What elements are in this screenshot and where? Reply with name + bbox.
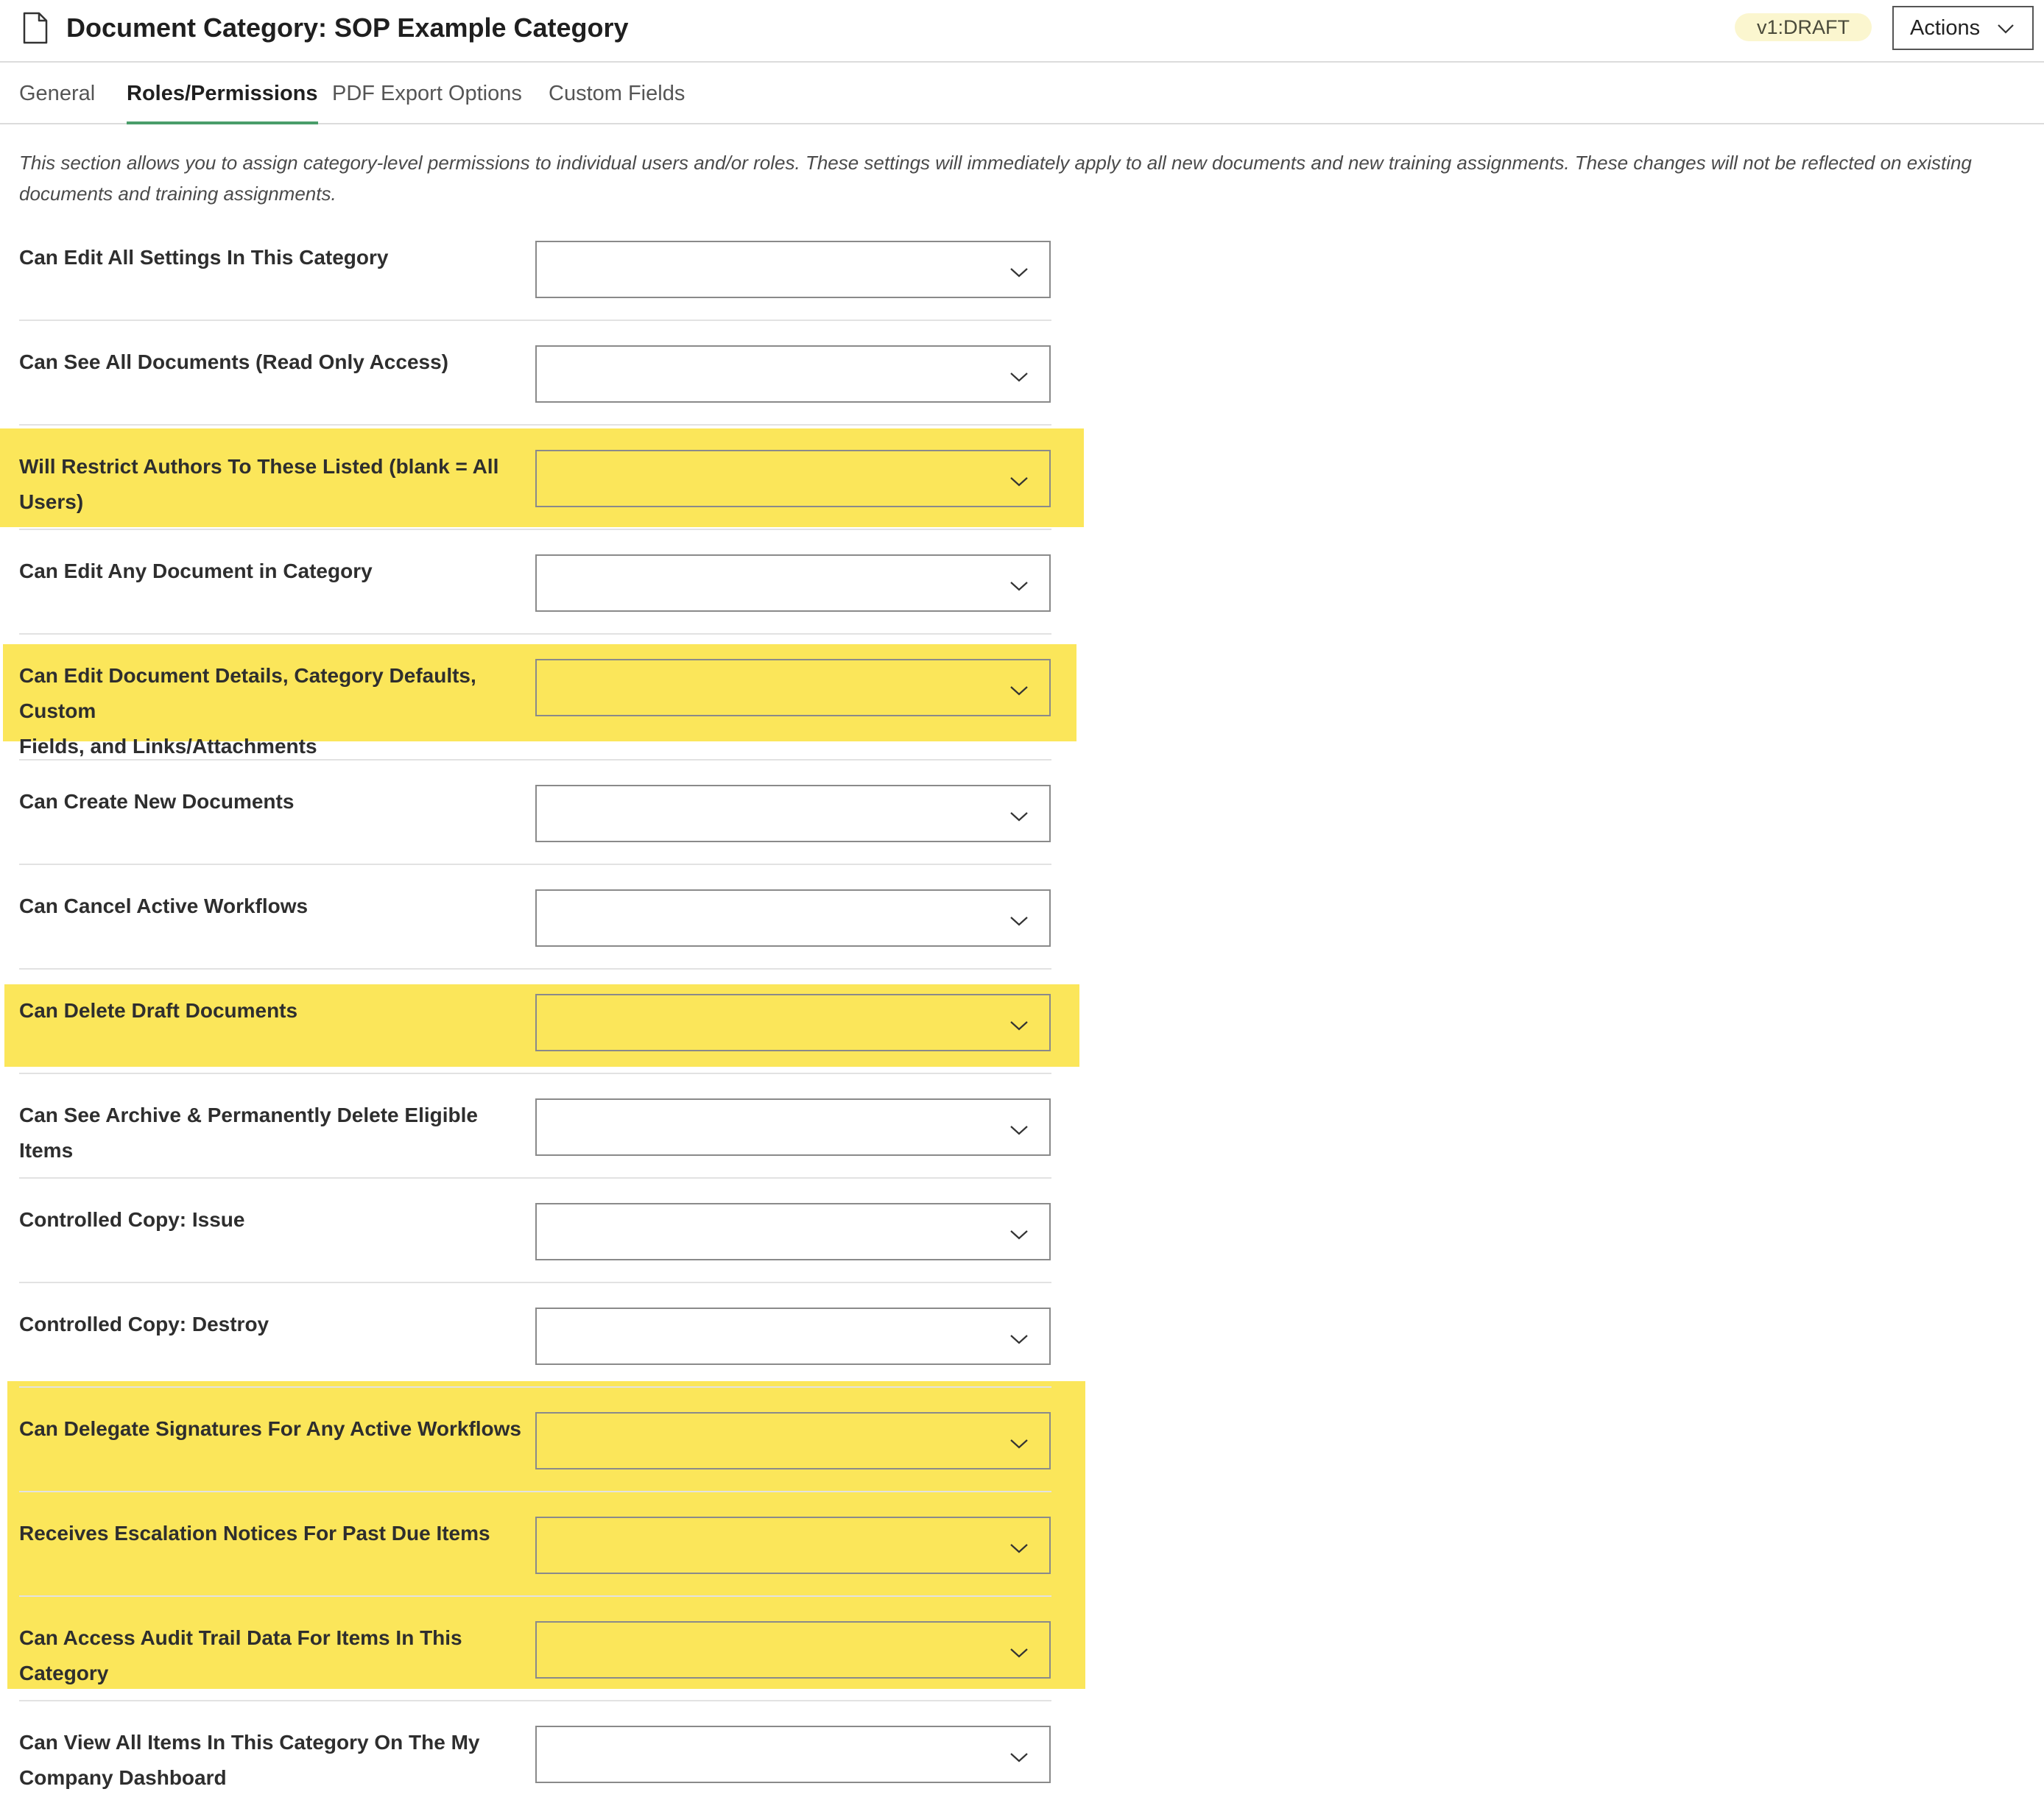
permission-label-see-all-documents: Can See All Documents (Read Only Access) bbox=[19, 350, 448, 373]
row-divider bbox=[19, 1386, 1051, 1388]
permission-label-line: Can View All Items In This Category On The My bbox=[19, 1731, 480, 1754]
permission-label-escalation-notices: Receives Escalation Notices For Past Due Items bbox=[19, 1522, 490, 1545]
chevron-down-icon bbox=[1009, 1543, 1029, 1553]
select-edit-any-document[interactable] bbox=[535, 554, 1051, 612]
select-view-on-dashboard[interactable] bbox=[535, 1726, 1051, 1783]
chevron-down-icon bbox=[1009, 581, 1029, 591]
select-controlled-copy-issue[interactable] bbox=[535, 1203, 1051, 1260]
row-divider bbox=[19, 1595, 1051, 1597]
chevron-down-icon bbox=[1009, 1439, 1029, 1449]
document-icon bbox=[22, 12, 49, 44]
chevron-down-icon bbox=[1009, 1229, 1029, 1240]
permission-label-edit-all-settings: Can Edit All Settings In This Category bbox=[19, 246, 389, 269]
select-create-documents[interactable] bbox=[535, 785, 1051, 842]
permission-label-delete-draft: Can Delete Draft Documents bbox=[19, 999, 298, 1022]
page-title: Document Category: SOP Example Category bbox=[66, 13, 629, 43]
chevron-down-icon bbox=[1009, 372, 1029, 382]
tab-roles-permissions[interactable]: Roles/Permissions bbox=[127, 79, 318, 124]
actions-dropdown-button[interactable] bbox=[1892, 6, 2034, 50]
row-divider bbox=[19, 633, 1051, 635]
tab-pdf-export-options[interactable]: PDF Export Options bbox=[332, 82, 522, 105]
row-divider bbox=[19, 529, 1051, 530]
row-divider bbox=[19, 1073, 1051, 1074]
select-restrict-authors[interactable] bbox=[535, 450, 1051, 507]
select-audit-trail[interactable] bbox=[535, 1621, 1051, 1679]
chevron-down-icon bbox=[1009, 685, 1029, 696]
permission-label-controlled-copy-issue: Controlled Copy: Issue bbox=[19, 1208, 245, 1231]
permission-label-cancel-workflows: Can Cancel Active Workflows bbox=[19, 895, 309, 917]
permission-label-line: Fields, and Links/Attachments bbox=[19, 735, 317, 758]
permission-label-line: Company Dashboard bbox=[19, 1766, 227, 1789]
version-status-badge: v1:DRAFT bbox=[1735, 13, 1872, 41]
permission-label-controlled-copy-destroy: Controlled Copy: Destroy bbox=[19, 1313, 269, 1336]
row-divider bbox=[19, 424, 1051, 426]
chevron-down-icon bbox=[1009, 1752, 1029, 1763]
row-divider bbox=[19, 1491, 1051, 1492]
select-delegate-signatures[interactable] bbox=[535, 1412, 1051, 1469]
permission-label-audit-trail: Can Access Audit Trail Data For Items In This Category bbox=[19, 1626, 462, 1684]
select-edit-all-settings[interactable] bbox=[535, 241, 1051, 298]
section-description: This section allows you to assign category-level permissions to individual users and/or roles. These settings will immediately apply to all new documents and new training assignments. These changes will not be reflected on existing documents and training assignments. bbox=[19, 152, 1972, 205]
tab-general[interactable]: General bbox=[19, 82, 96, 105]
chevron-down-icon bbox=[1997, 24, 2015, 34]
permission-label-restrict-authors: Will Restrict Authors To These Listed (blank = All Users) bbox=[19, 455, 499, 513]
actions-button-label: Actions bbox=[1910, 16, 1981, 40]
row-divider bbox=[19, 1177, 1051, 1179]
tab-bar bbox=[0, 63, 2044, 124]
permission-label-create-documents: Can Create New Documents bbox=[19, 790, 295, 813]
select-see-archive[interactable] bbox=[535, 1098, 1051, 1156]
row-divider bbox=[19, 1700, 1051, 1701]
select-see-all-documents[interactable] bbox=[535, 345, 1051, 403]
row-divider bbox=[19, 864, 1051, 865]
permission-label-edit-document-details bbox=[19, 658, 535, 764]
select-escalation-notices[interactable] bbox=[535, 1517, 1051, 1574]
permission-label-see-archive: Can See Archive & Permanently Delete Eligible Items bbox=[19, 1104, 478, 1162]
chevron-down-icon bbox=[1009, 916, 1029, 926]
select-delete-draft[interactable] bbox=[535, 994, 1051, 1051]
row-divider bbox=[19, 1282, 1051, 1283]
select-controlled-copy-destroy[interactable] bbox=[535, 1308, 1051, 1365]
permission-label-delegate-signatures: Can Delegate Signatures For Any Active Workflows bbox=[19, 1417, 522, 1440]
page-header bbox=[0, 0, 2044, 63]
chevron-down-icon bbox=[1009, 1648, 1029, 1658]
select-edit-document-details[interactable] bbox=[535, 659, 1051, 716]
chevron-down-icon bbox=[1009, 1334, 1029, 1344]
permission-label-line: Can Edit Document Details, Category Defaults, Custom bbox=[19, 664, 476, 722]
permission-label-edit-any-document: Can Edit Any Document in Category bbox=[19, 560, 373, 582]
row-divider bbox=[19, 320, 1051, 321]
chevron-down-icon bbox=[1009, 267, 1029, 278]
chevron-down-icon bbox=[1009, 476, 1029, 487]
select-cancel-workflows[interactable] bbox=[535, 889, 1051, 947]
permission-label-view-on-dashboard bbox=[19, 1725, 535, 1796]
tab-custom-fields[interactable]: Custom Fields bbox=[549, 82, 686, 105]
chevron-down-icon bbox=[1009, 1020, 1029, 1031]
chevron-down-icon bbox=[1009, 811, 1029, 822]
row-divider bbox=[19, 968, 1051, 970]
chevron-down-icon bbox=[1009, 1125, 1029, 1135]
